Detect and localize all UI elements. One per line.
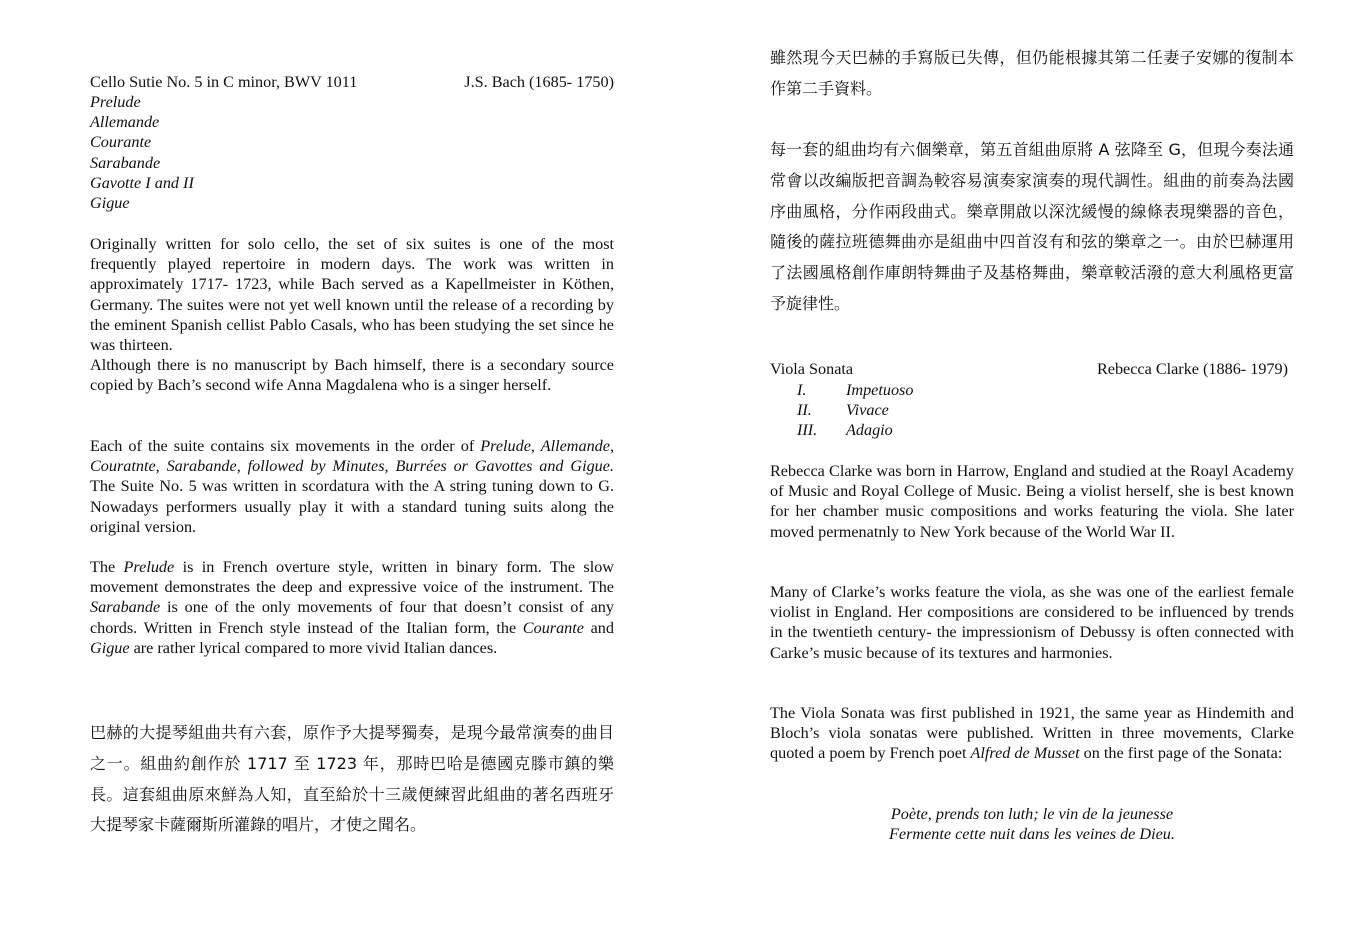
text: on the first page of the Sonata:: [1079, 744, 1283, 763]
movement: [770, 380, 1294, 400]
text: Originally written for solo cello, the set of six suites is one of the most frequently played repertoire in modern days. The work was written in approximately 1717- 1723, while Bach served as a Kapellmeister in Köthen, Germany. The suites were not yet well known until the release of a recording by the eminent Spanish cellist Pablo Casals, who has been studying the set since he was thirteen.: [90, 235, 614, 355]
italic-text: Courante: [522, 618, 584, 637]
poem-line: Poète, prends ton luth; le vin de la jeunesse: [890, 805, 1174, 823]
movement: Gavotte I and II: [90, 173, 194, 192]
text: are rather lyrical compared to more vivid Italian dances.: [129, 638, 498, 657]
clarke-movement-list: [770, 380, 1294, 441]
italic-text: Sarabande: [90, 598, 161, 617]
movement: Gigue: [90, 194, 130, 213]
clarke-paragraph-style: [770, 582, 1294, 663]
bach-paragraph-prelude: [90, 557, 614, 658]
bach-header: [90, 72, 614, 92]
movement: [770, 400, 1294, 420]
text: Many of Clarke’s works feature the viola, as she was one of the earliest female violist in England. Her compositions are considered to be influenced by trends in the twentieth century- the impressionism of Debussy is often connected with Carke’s music because of its textures and harmonies.: [770, 583, 1294, 662]
piece-title: Viola Sonata: [770, 360, 854, 378]
text: The: [90, 558, 124, 576]
poem-line: Fermente cette nuit dans les veines de Dieu.: [889, 825, 1175, 844]
italic-text: Prelude, Allemande, Couratnte, Sarabande, followed by Minutes, Burrées or Gavottes and Gigue.: [90, 437, 615, 476]
movement: Allemande: [90, 113, 160, 132]
bach-chinese-paragraph-3: 每一套的組曲均有六個樂章，第五首組曲原將 A 弦降至 G，但現今奏法通常會以改編版把音調為較容易演奏家演奏的現代調性。組曲的前奏為法國序曲風格，分作兩段曲式。樂章開啟以深沈緩慢的線條表現樂器的音色，隨後的薩拉班德舞曲亦是組曲中四首沒有和弦的樂章之一。由於巴赫運用了法國風格創作庫朗特舞曲子及基格舞曲，樂章較活潑的意大利風格更富予旋律性。: [770, 140, 1294, 313]
movement-name: Adagio: [846, 421, 893, 440]
bach-chinese-paragraph: 巴赫的大提琴組曲共有六套，原作予大提琴獨奏，是現今最常演奏的曲目之一。組曲約創作於 1717 至 1723 年，那時巴哈是德國克滕市鎮的樂長。這套組曲原來鮮為人知，直至給於十三歲便練習此組曲的著名西班牙大提琴家卡薩爾斯所灌錄的唱片，才使之聞名。: [90, 723, 614, 835]
text: Although there is no manuscript by Bach himself, there is a secondary source copied by Bach’s second wife Anna Magdalena who is a singer herself.: [90, 356, 614, 395]
clarke-header: [770, 359, 1288, 379]
italic-text: Alfred de Musset: [970, 744, 1080, 763]
italic-text: Prelude: [123, 558, 175, 576]
movement-name: Impetuoso: [846, 381, 914, 399]
bach-paragraph-origin: [90, 234, 614, 355]
clarke-paragraph-sonata: [770, 703, 1294, 764]
movement: [770, 420, 1294, 440]
text: Each of the suite contains six movements in the order of: [90, 437, 481, 455]
movement-number: II.: [797, 401, 812, 420]
movement-number: III.: [797, 421, 818, 440]
poem-quote: [770, 804, 1294, 844]
movement: Prelude: [90, 93, 141, 111]
composer: J.S. Bach (1685- 1750): [464, 73, 614, 91]
movement-number: I.: [797, 381, 807, 399]
text: is in French overture style, written in binary form. The slow movement demonstrates the deep and expressive voice of the instrument. The: [90, 558, 614, 597]
text: and: [583, 618, 614, 637]
piece-title: Cello Sutie No. 5 in C minor, BWV 1011: [90, 73, 358, 91]
text: The Viola Sonata was first published in 1921, the same year as Hindemith and Bloch’s viola sonatas were published. Written in three movements, Clarke quoted a poem by French poet: [770, 704, 1294, 763]
text: Rebecca Clarke was born in Harrow, England and studied at the Roayl Academy of Music and Royal College of Music. Being a violist herself, she is best known for her chamber music compositions and works featuring the viola. She later moved permenatnly to New York because of the World War II.: [770, 462, 1294, 541]
clarke-paragraph-bio: [770, 461, 1294, 542]
movement: Courante: [90, 133, 152, 152]
text: The Suite No. 5 was written in scordatura with the A string tuning down to G. Nowadays performers usually play it with a standard tuning suits along the original version.: [90, 477, 614, 536]
bach-chinese-paragraph-2: 雖然現今天巴赫的手寫版已失傳，但仍能根據其第二任妻子安娜的復制本作第二手資料。: [770, 48, 1294, 98]
movement-name: Vivace: [846, 401, 889, 420]
bach-paragraph-movements: [90, 436, 614, 537]
text: is one of the only movements of four that doesn’t consist of any chords. Written in French style instead of the Italian form, the: [90, 598, 614, 637]
movement: Sarabande: [90, 153, 161, 172]
bach-paragraph-manuscript: [90, 355, 614, 395]
composer: Rebecca Clarke (1886- 1979): [1096, 360, 1288, 378]
bach-movement-list: [90, 92, 614, 213]
italic-text: Gigue: [90, 638, 130, 657]
